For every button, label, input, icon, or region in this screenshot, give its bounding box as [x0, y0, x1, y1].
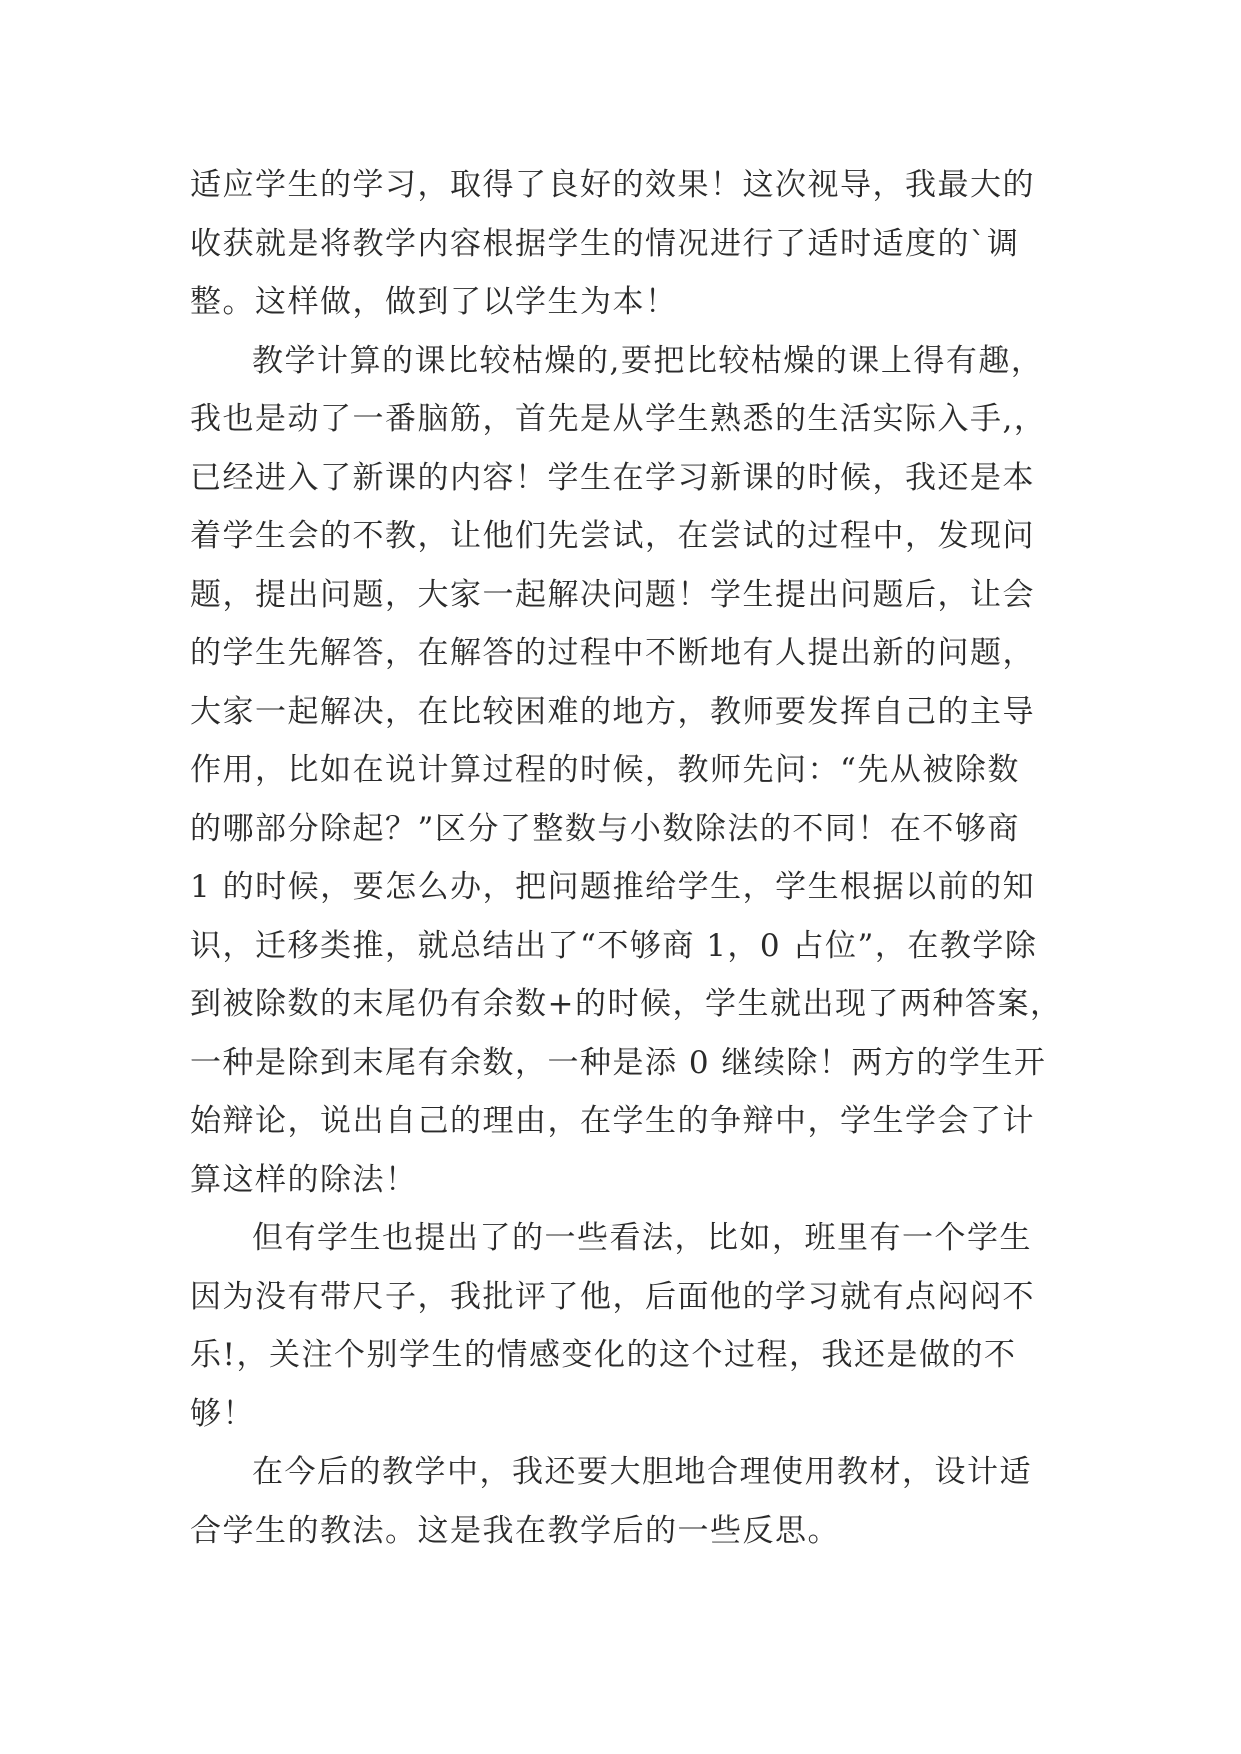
- text-line: 着学生会的不教，让他们先尝试，在尝试的过程中，发现问: [190, 518, 1035, 554]
- text-line: 我也是动了一番脑筋，首先是从学生熟悉的生活实际入手,，: [190, 401, 1047, 437]
- text-line: 题，提出问题，大家一起解决问题！学生提出问题后，让会: [190, 576, 1035, 613]
- text-line: 教学计算的课比较枯燥的,要把比较枯燥的课上得有趣，: [252, 342, 1044, 379]
- text-line: 适应学生的学习，取得了良好的效果！这次视导，我最大的: [190, 167, 1035, 203]
- text-line: 识，迁移类推，就总结出了“不够商 1，0 占位”，在教学除: [190, 927, 1038, 964]
- text-line: 在今后的教学中，我还要大胆地合理使用教材，设计适: [252, 1454, 1032, 1490]
- text-line: 到被除数的末尾仍有余数+的时候，学生就出现了两种答案，: [190, 986, 1063, 1022]
- text-line: 整。这样做，做到了以学生为本！: [190, 284, 678, 320]
- text-line: 已经进入了新课的内容！学生在学习新课的时候，我还是本: [190, 459, 1035, 496]
- text-line: 一种是除到末尾有余数，一种是添 0 继续除！两方的学生开: [190, 1044, 1047, 1081]
- text-line: 1 的时候，要怎么办，把问题推给学生，学生根据以前的知: [190, 869, 1036, 905]
- text-line: 大家一起解决，在比较困难的地方，教师要发挥自己的主导: [190, 693, 1035, 730]
- text-line: 的学生先解答，在解答的过程中不断地有人提出新的问题，: [190, 635, 1035, 671]
- paragraph-1: [190, 156, 1060, 332]
- document-body: [190, 156, 1063, 1560]
- paragraph-4: [190, 1443, 1060, 1560]
- paragraph-2: [190, 332, 1063, 1210]
- paragraph-3: [190, 1209, 1060, 1443]
- text-line: 算这样的除法！: [190, 1161, 418, 1198]
- text-line: 够！: [190, 1395, 255, 1432]
- text-line: 的哪部分除起？”区分了整数与小数除法的不同！在不够商: [190, 810, 1020, 847]
- text-line: 但有学生也提出了的一些看法，比如，班里有一个学生: [252, 1220, 1032, 1256]
- text-line: 始辩论，说出自己的理由，在学生的争辩中，学生学会了计: [190, 1103, 1035, 1139]
- text-line: 乐!，关注个别学生的情感变化的这个过程，我还是做的不: [190, 1337, 1017, 1373]
- text-line: 因为没有带尺子，我批评了他，后面他的学习就有点闷闷不: [190, 1278, 1035, 1315]
- text-line: 合学生的教法。这是我在教学后的一些反思。: [190, 1512, 840, 1549]
- text-line: 收获就是将教学内容根据学生的情况进行了适时适度的`调: [190, 225, 1020, 262]
- text-line: 作用，比如在说计算过程的时候，教师先问：“先从被除数: [190, 752, 1020, 788]
